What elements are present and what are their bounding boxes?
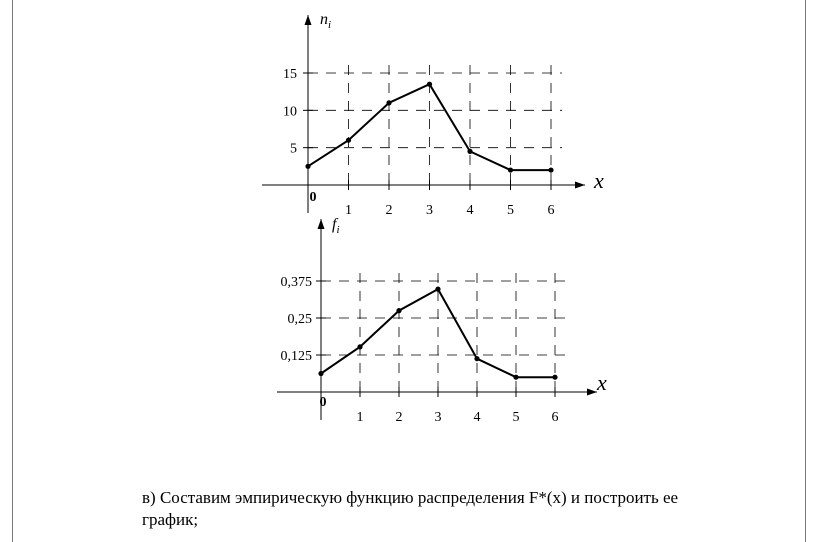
data-point	[427, 82, 432, 87]
data-point	[386, 100, 391, 105]
x-axis-arrow	[587, 389, 597, 396]
y-axis-arrow	[318, 219, 325, 229]
x-tick-label: 2	[395, 410, 403, 425]
data-point	[513, 375, 518, 380]
data-point	[474, 356, 479, 361]
origin-label: 0	[309, 190, 317, 205]
x-tick-label: 4	[473, 410, 481, 425]
y-axis-arrow	[305, 15, 312, 25]
x-tick-label: 1	[356, 410, 364, 425]
y-axis-label: $n_i$	[320, 11, 332, 31]
x-axis-arrow	[575, 182, 585, 189]
data-point	[548, 167, 553, 172]
data-point	[305, 164, 310, 169]
y-axis-label-subscript: i	[328, 19, 332, 31]
y-tick-label: 10	[283, 104, 297, 120]
x-tick-label: 2	[385, 203, 393, 218]
x-tick-label: 3	[434, 410, 442, 425]
data-point	[346, 138, 351, 143]
data-point	[552, 375, 557, 380]
y-tick-label: 0,375	[280, 275, 312, 290]
data-point	[435, 287, 440, 292]
x-tick-label: 5	[512, 410, 520, 425]
relative-frequency-polygon-chart	[277, 216, 607, 425]
x-axis-label: x	[594, 168, 604, 193]
frequency-polygon-chart	[262, 11, 604, 218]
x-tick-label: 4	[466, 203, 474, 218]
x-tick-label: 1	[345, 203, 352, 218]
origin-label: 0	[319, 395, 327, 410]
data-point	[357, 344, 362, 349]
y-tick-label: 5	[290, 141, 297, 157]
task-caption: в) Составим эмпирическую функцию распределения F*(x) и построить ее график;	[142, 488, 679, 529]
y-tick-label: 0,125	[280, 349, 312, 364]
x-tick-label: 6	[547, 203, 555, 218]
y-tick-label: 15	[283, 67, 297, 82]
data-point	[508, 167, 513, 172]
x-tick-label: 3	[426, 203, 433, 218]
x-axis-label: x	[597, 370, 607, 395]
x-tick-label: 5	[507, 203, 514, 218]
y-tick-label: 0,25	[287, 312, 312, 327]
y-axis-label: $f_i$	[332, 216, 340, 236]
x-tick-label: 6	[551, 410, 559, 425]
data-point	[318, 371, 323, 376]
data-point	[396, 308, 401, 313]
y-axis-label-subscript: i	[336, 224, 340, 236]
data-point	[467, 149, 472, 154]
